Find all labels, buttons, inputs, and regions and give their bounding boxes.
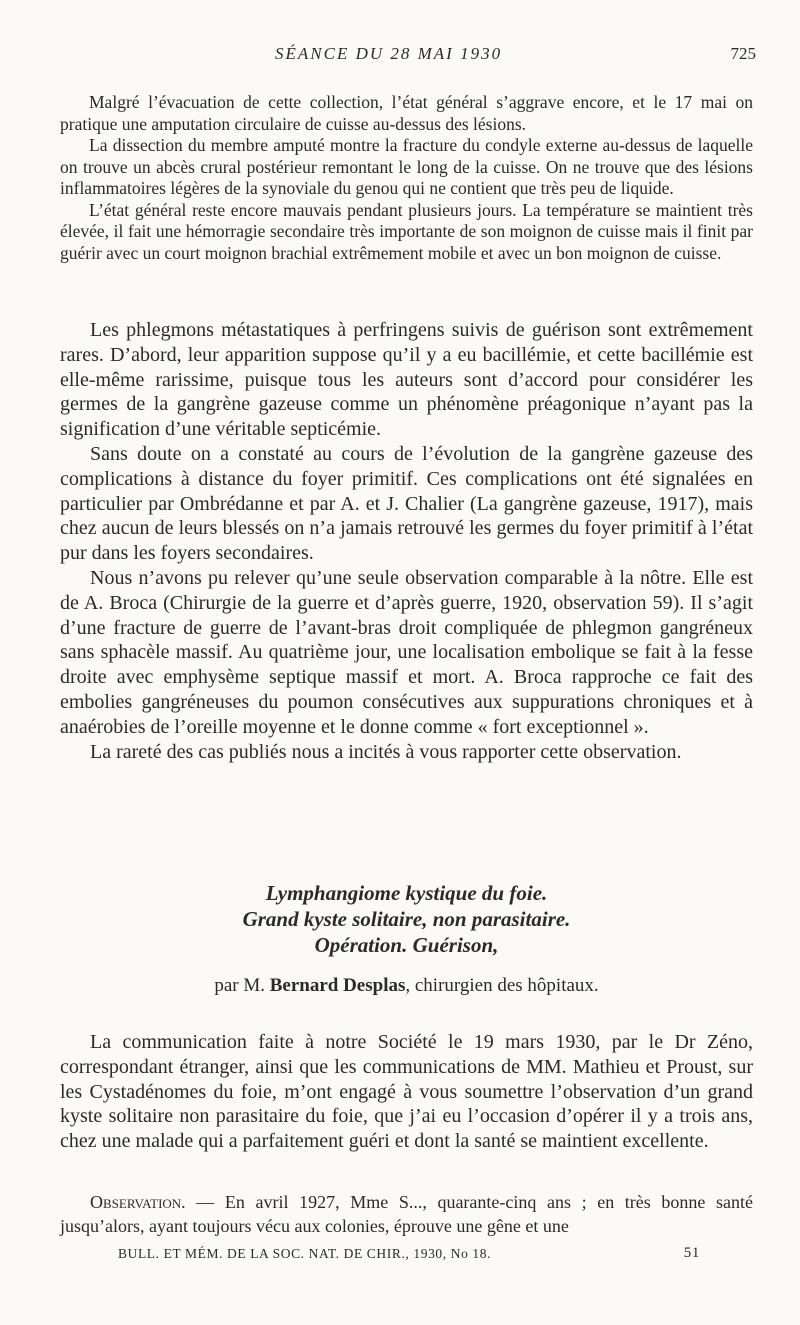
signature-number: 51 (683, 1245, 700, 1261)
article-title (60, 880, 753, 958)
discussion-section (60, 318, 753, 764)
title-line: Lymphangiome kystique du foie. (265, 881, 548, 905)
case-paragraph: Malgré l’évacuation de cette collection, l’état général s’aggrave encore, et le 17 mai on pratique une amputation circulaire de cuisse au-dessus des lésions. (60, 92, 753, 134)
page-footer (118, 1246, 700, 1262)
article-intro (60, 1030, 753, 1154)
byline (60, 975, 753, 997)
author-name: Bernard Desplas (269, 975, 406, 996)
body-paragraph: La rareté des cas publiés nous a incités à vous rapporter cette observation. (90, 740, 682, 763)
page-number: 725 (730, 44, 756, 63)
header-title: SÉANCE DU 28 MAI 1930 (275, 44, 503, 63)
body-paragraph: Les phlegmons métastatiques à perfringens suivis de guérison sont extrêmement rares. D’abord, leur apparition suppose qu’il y a eu bacillémie, et cette bacillémie est elle-même rarissime, puisque tous les auteurs sont d’accord pour considérer les germes de la gangrène gazeuse comme un phénomène préagonique n’ayant pas la signification d’une véritable septicémie. (60, 319, 753, 441)
body-paragraph: Nous n’avons pu relever qu’une seule observation comparable à la nôtre. Elle est de A. Broca (Chirurgie de la guerre et d’après guerre, 1920, observation 59). Il s’agit d’une fracture de guerre de l’avant-bras droit compliquée de phlegmon gangréneux sans sphacèle massif. Au quatrième jour, une localisation embolique se fait à la fesse droite avec emphysème septique massif et mort. A. Broca rapproche ce fait des embolies gangréneuses du poumon consécutives aux suppurations chroniques et à anaérobies de l’oreille moyenne et le donne comme « fort exceptionnel ». (60, 566, 753, 738)
case-paragraph: La dissection du membre amputé montre la fracture du condyle externe au-dessus de laquelle on trouve un abcès crural postérieur remontant le long de la cuisse. On ne trouve que des lésions inflammatoires légères de la synoviale du genou qui ne contient que très peu de liquide. (60, 135, 753, 198)
observation-section (60, 1190, 753, 1238)
title-line: Opération. Guérison, (314, 933, 499, 957)
byline-suffix: , chirurgien des hôpitaux. (405, 975, 599, 996)
case-paragraph: L’état général reste encore mauvais pendant plusieurs jours. La température se maintient très élevée, il fait une hémorragie secondaire très importante de son moignon de cuisse mais il finit par guérir avec un court moignon brachial extrêmement mobile et avec un bon moignon de cuisse. (60, 199, 753, 263)
byline-prefix: par M. (214, 975, 265, 996)
body-paragraph: Sans doute on a constaté au cours de l’évolution de la gangrène gazeuse des complications à distance du foyer primitif. Ces complications ont été signalées en particulier par Ombrédanne et par A. et J. Chalier (La gangrène gazeuse, 1917), mais chez aucun de leurs blessés on n’a jamais retrouvé les germes du foyer primitif à l’état pur dans les foyers secondaires. (60, 442, 753, 565)
title-line: Grand kyste solitaire, non parasitaire. (242, 907, 571, 931)
case-notes-section (60, 92, 753, 264)
journal-citation: BULL. ET MÉM. DE LA SOC. NAT. DE CHIR., 1930, No 18. (118, 1246, 492, 1261)
observation-text: — En avril 1927, Mme S..., quarante-cinq ans ; en très bonne santé jusqu’alors, ayant toujours vécu aux colonies, éprouve une gêne et une (60, 1192, 753, 1236)
body-paragraph: La communication faite à notre Société le 19 mars 1930, par le Dr Zéno, correspondant étranger, ainsi que les communications de MM. Mathieu et Proust, sur les Cystadénomes du foie, m’ont engagé à vous soumettre l’observation d’un grand kyste solitaire non parasitaire du foie, que j’ai eu l’occasion d’opérer il y a trois ans, chez une malade qui a parfaitement guéri et dont la santé se maintient excellente. (60, 1031, 753, 1153)
observation-label: Observation. (90, 1192, 186, 1212)
